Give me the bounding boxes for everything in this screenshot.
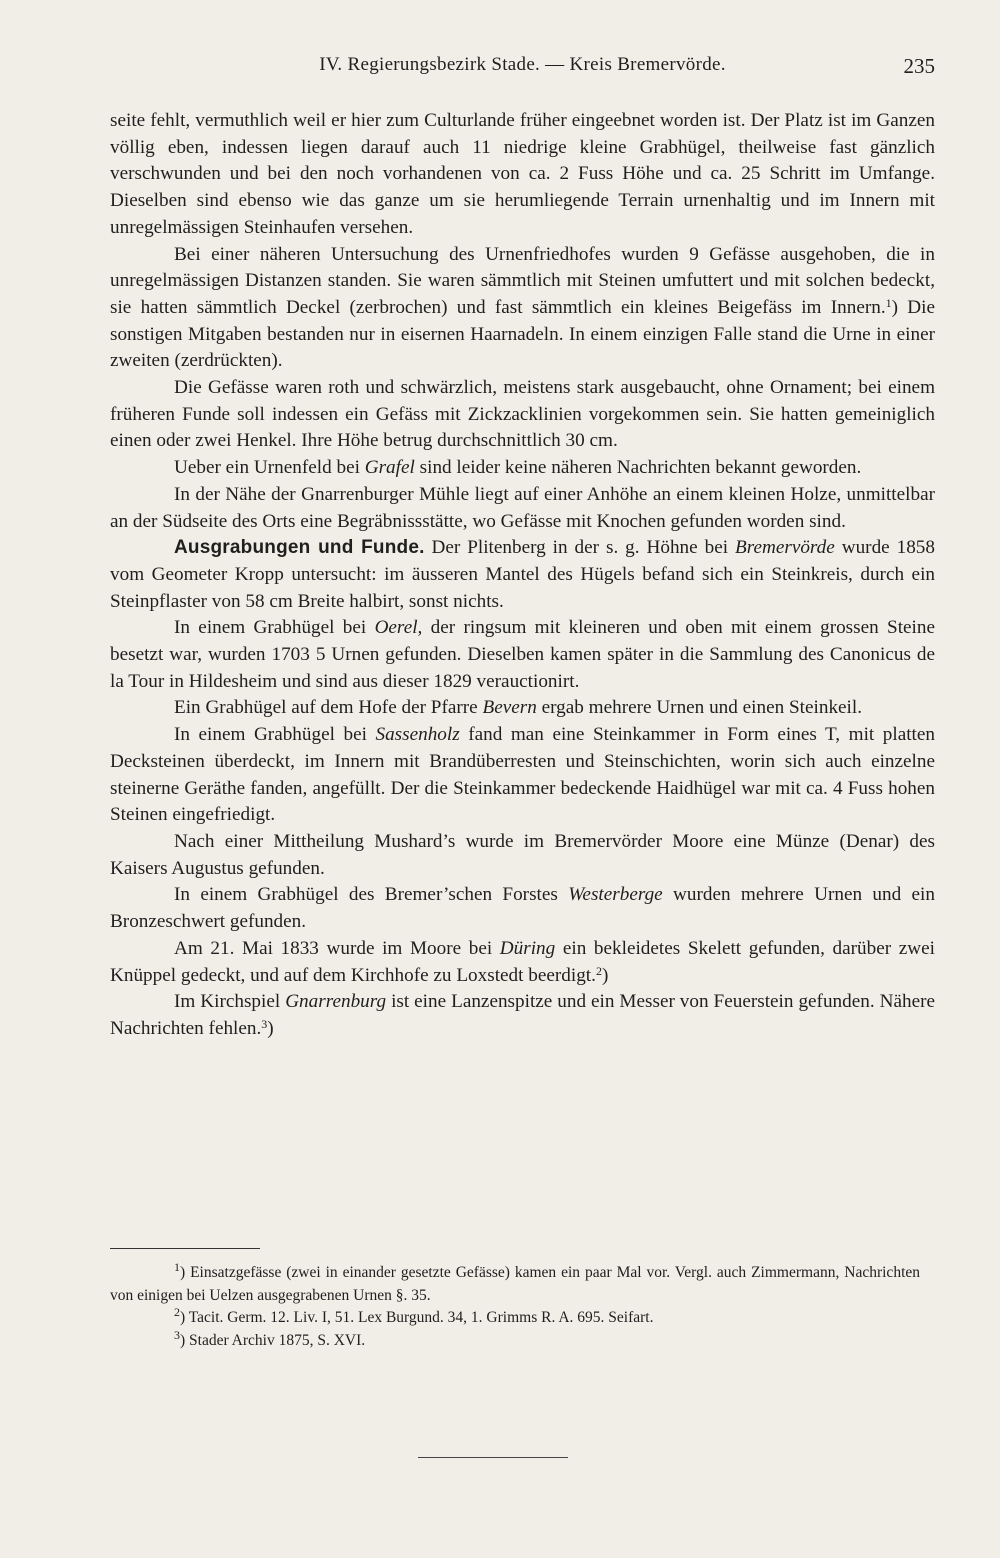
footnote-divider: [110, 1248, 260, 1249]
footnote-ref-3[interactable]: 3: [261, 1016, 268, 1031]
footnote-1: $^1$) Einsatzgefässe (zwei in einander gesetzte Gefässe) kamen ein paar Mal vor. Vergl. auch Zimmermann, Nachrichten von einigen bei Uelzen ausgegrabenen Urnen §. 35.: [110, 1260, 920, 1304]
header-title: IV. Regierungsbezirk Stade. — Kreis Bremervörde.: [319, 54, 726, 75]
paragraph-13: Im Kirchspiel Gnarrenburg ist eine Lanzenspitze und ein Messer von Feuerstein gefunden. Nähere Nachrichten fehlen.$^3$): [110, 991, 935, 1039]
footnote-2: $^2$) Tacit. Germ. 12. Liv. I, 51. Lex Burgund. 34, 1. Grimms R. A. 695. Seifart.: [174, 1305, 654, 1326]
place-name: Düring: [499, 937, 556, 959]
place-name: Bevern: [482, 697, 537, 719]
paragraph-10: Nach einer Mittheilung Mushard’s wurde im Bremervörder Moore eine Münze (Denar) des Kaisers Augustus gefunden.: [110, 830, 935, 879]
page-number: 235: [903, 54, 935, 78]
paragraph-3: Die Gefässe waren roth und schwärzlich, meistens stark ausgebaucht, ohne Ornament; bei einem früheren Funde soll indessen ein Gefäss mit Zickzacklinien vorgekommen sein. Sie hatten gemeiniglich einen oder zwei Henkel. Ihre Höhe betrug durchschnittlich 30 cm.: [110, 377, 935, 452]
footnotes: [110, 1262, 920, 1352]
paragraph-2: Bei einer näheren Untersuchung des Urnenfriedhofes wurden 9 Gefässe ausgehoben, die in unregelmässigen Distanzen standen. Sie waren sämmtlich mit Steinen umfuttert und mit solchen bedeckt, sie hatten sämmtlich Deckel (zerbrochen) und fast sämmtlich ein kleines Beigefäss im Innern.$^1$) Die sonstigen Mitgaben bestanden nur in eisernen Haarnadeln. In einem einzigen Falle stand die Urne in einer zweiten (zerdrückten).: [110, 243, 936, 372]
paragraph-7: In einem Grabhügel bei Oerel, der ringsum mit kleineren und oben mit einem grossen Steine besetzt war, wurden 1703 5 Urnen gefunden. Dieselben kamen später in die Sammlung des Canonicus de la Tour in Hildesheim und sind aus dieser 1829 verauctionirt.: [110, 617, 935, 692]
running-header: [110, 54, 935, 84]
paragraph-8: Ein Grabhügel auf dem Hofe der Pfarre Bevern ergab mehrere Urnen und einen Steinkeil.: [174, 697, 863, 719]
main-text: [110, 108, 935, 1043]
paragraph-12: Am 21. Mai 1833 wurde im Moore bei Düring ein bekleidetes Skelett gefunden, darüber zwei Knüppel gedeckt, und auf dem Kirchhofe zu Loxstedt beerdigt.$^2$): [110, 937, 935, 986]
paragraph-4: Ueber ein Urnenfeld bei Grafel sind leider keine näheren Nachrichten bekannt geworden.: [174, 457, 862, 479]
place-name: Sassenholz: [375, 724, 460, 746]
place-name: Westerberge: [568, 884, 663, 906]
section-heading: Ausgrabungen und Funde.: [174, 537, 425, 559]
paragraph-6: Ausgrabungen und Funde. Der Plitenberg in der s. g. Höhne bei Bremervörde wurde 1858 vom Geometer Kropp untersucht: im äusseren Mantel des Hügels befand sich ein Steinkreis, durch ein Steinpflaster von 58 cm Breite halbirt, sonst nichts.: [110, 537, 935, 612]
place-name: Gnarrenburg: [285, 991, 387, 1013]
paragraph-5: In der Nähe der Gnarrenburger Mühle liegt auf einer Anhöhe an einem kleinen Holze, unmittelbar an der Südseite des Orts eine Begräbnissstätte, wo Gefässe mit Knochen gefunden worden sind.: [110, 483, 935, 532]
place-name: Grafel: [364, 457, 415, 479]
place-name: Oerel,: [374, 617, 423, 639]
paragraph-11: In einem Grabhügel des Bremer’schen Forstes Westerberge wurden mehrere Urnen und ein Bronzeschwert gefunden.: [110, 884, 935, 933]
footnote-ref-2[interactable]: 2: [595, 963, 602, 978]
paragraph-9: In einem Grabhügel bei Sassenholz fand man eine Steinkammer in Form eines T, mit platten Decksteinen überdeckt, im Innern mit Brandüberresten und Steinschichten, worin sich auch einzelne steinerne Geräthe fanden, angefüllt. Der die Steinkammer bedeckende Haidhügel war mit ca. 4 Fuss hohen Steinen eingefriedigt.: [110, 724, 935, 826]
paragraph-1: seite fehlt, vermuthlich weil er hier zum Culturlande früher eingeebnet worden ist. Der Platz ist im Ganzen völlig eben, indessen liegen darauf auch 11 niedrige kleine Grabhügel, theilweise fast gänzlich verschwunden und bei den noch vorhandenen von ca. 2 Fuss Höhe und ca. 25 Schritt im Umfange. Dieselben sind ebenso wie das ganze um sie herumliegende Terrain urnenhaltig und im Innern mit unregelmässigen Steinhaufen versehen.: [110, 110, 935, 238]
footnote-3: $^3$) Stader Archiv 1875, S. XVI.: [174, 1327, 366, 1349]
end-divider: [418, 1457, 568, 1458]
place-name: Bremervörde: [734, 537, 835, 559]
footnote-ref-1[interactable]: 1: [885, 295, 892, 310]
